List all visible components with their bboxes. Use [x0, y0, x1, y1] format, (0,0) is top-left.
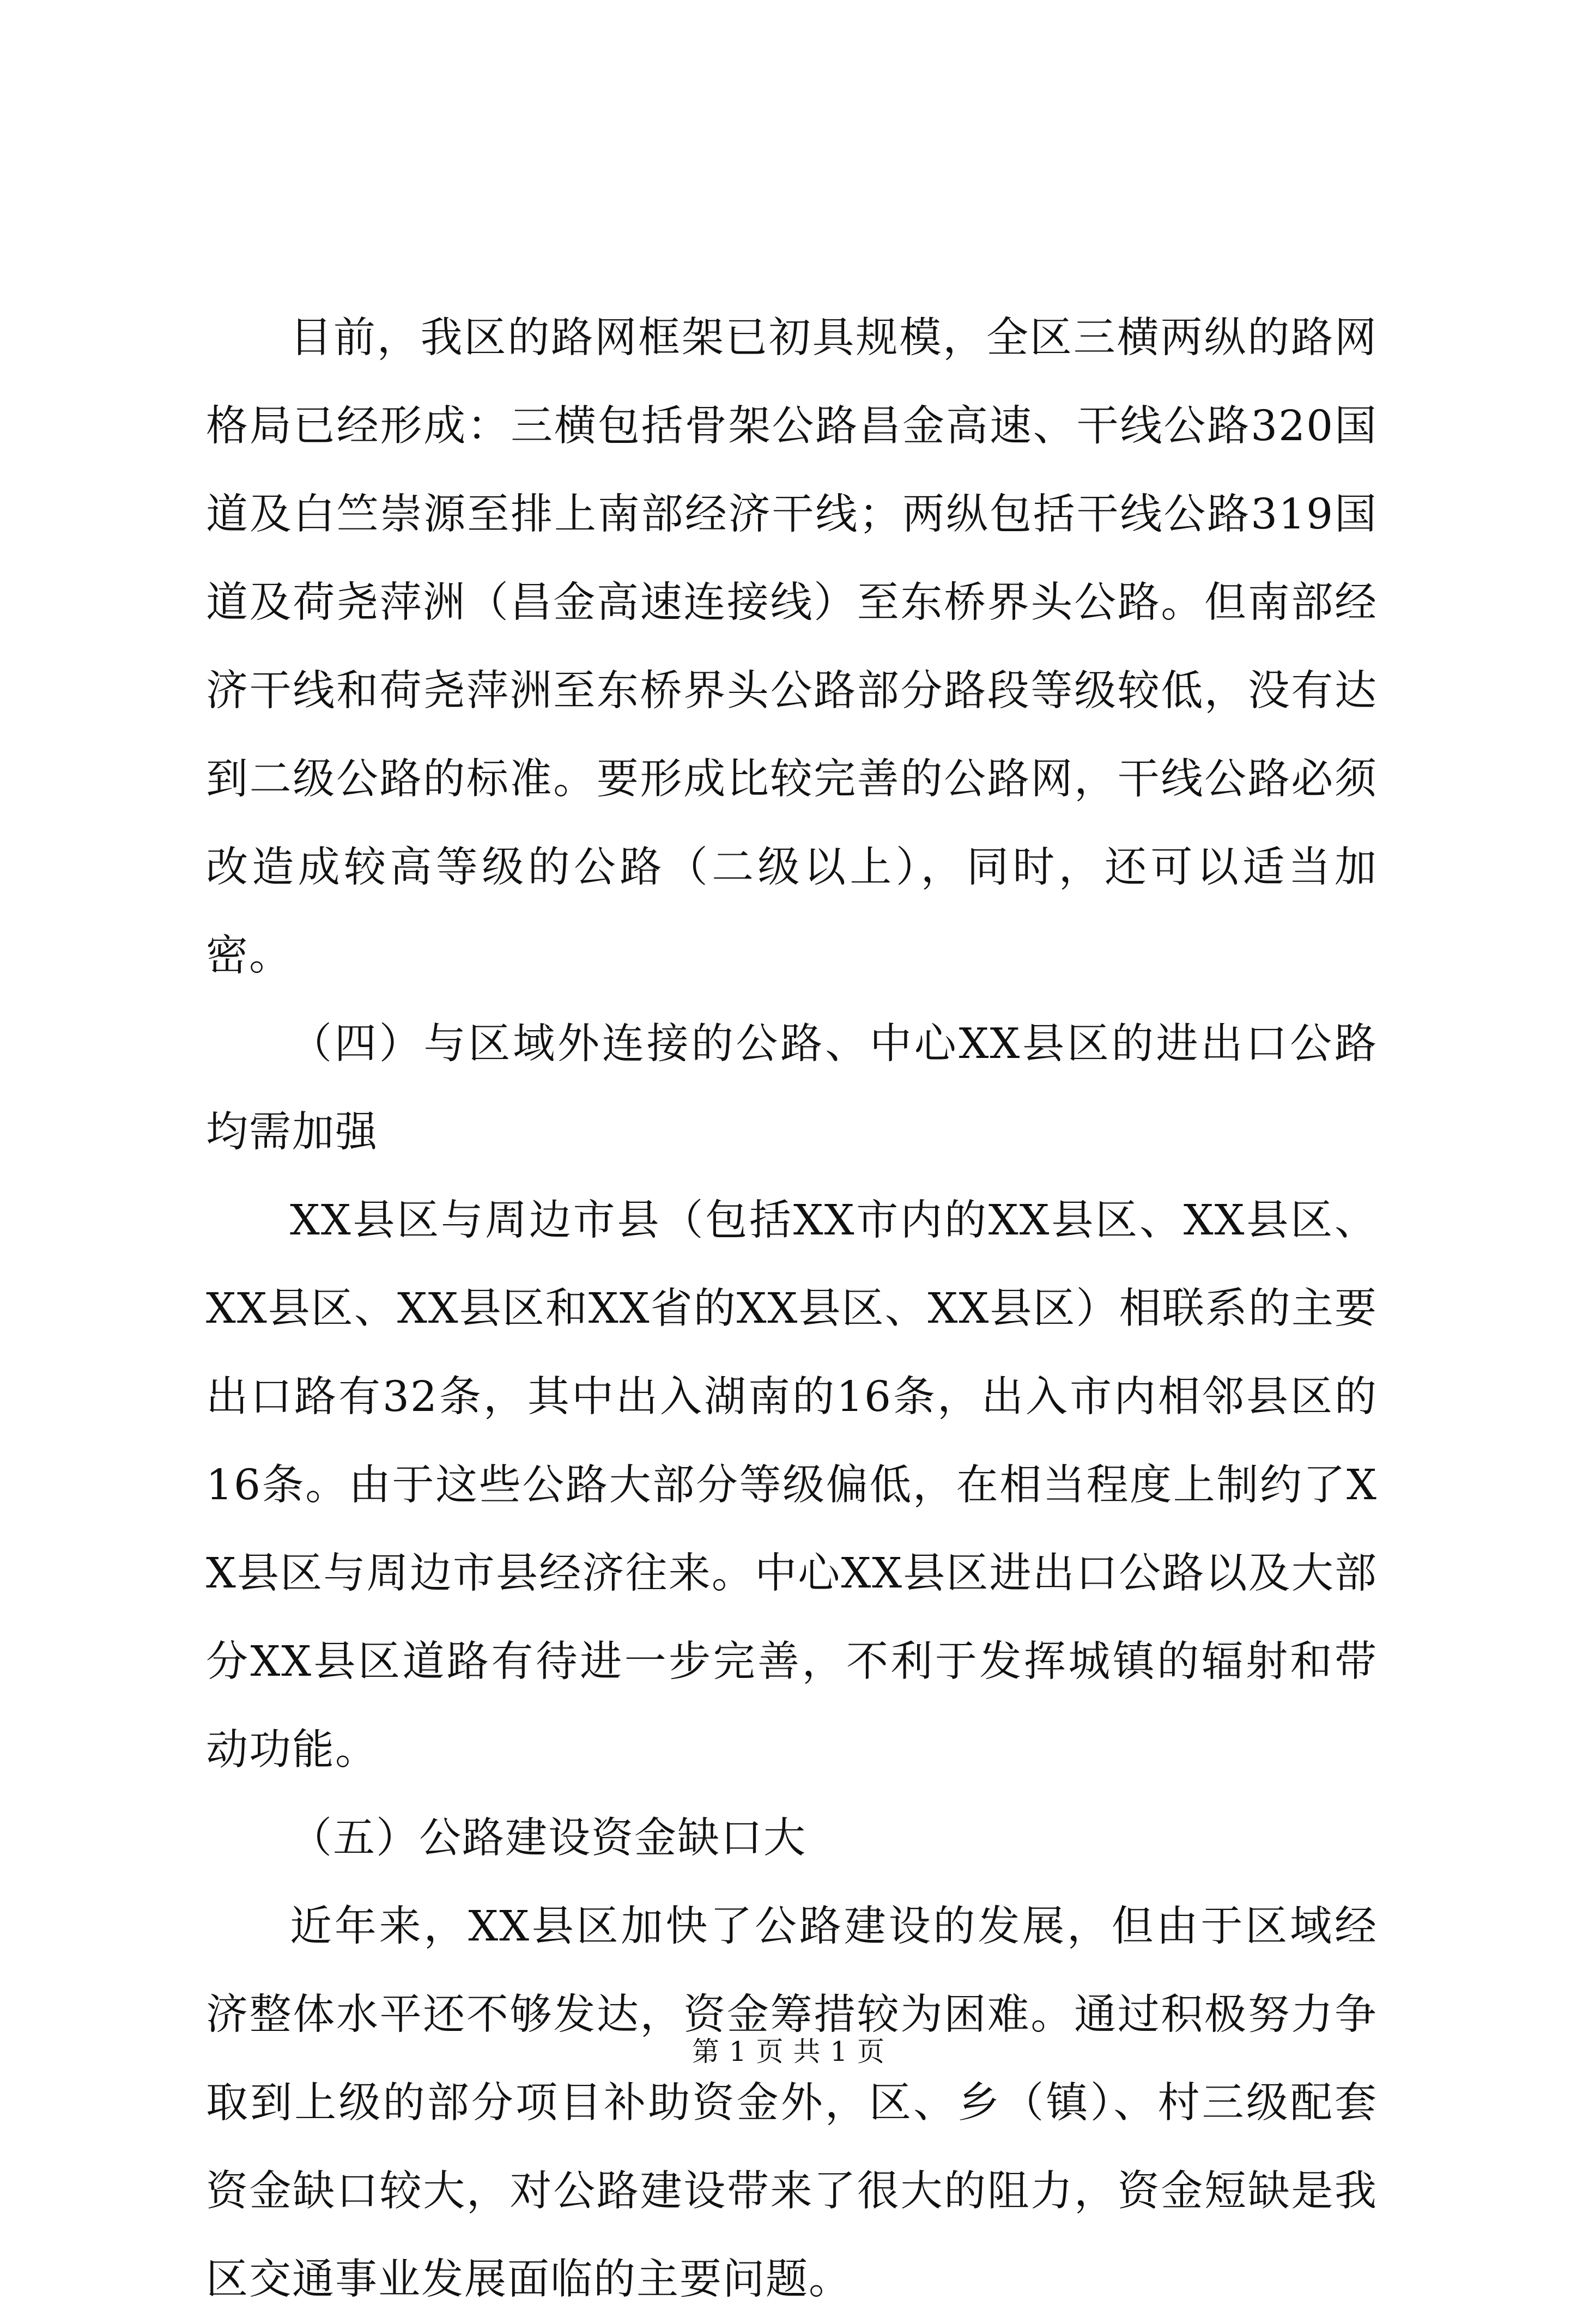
paragraph-road-network: 目前，我区的路网框架已初具规模，全区三横两纵的路网格局已经形成：三横包括骨架公路昌金高速、干线公路320国道及白竺崇源至排上南部经济干线；两纵包括干线公路319国道及荷尧萍洲（昌金高速连接线）至东桥界头公路。但南部经济干线和荷尧萍洲至东桥界头公路部分路段等级较低，没有达到二级公路的标准。要形成比较完善的公路网，干线公路必须改造成较高等级的公路（二级以上），同时，还可以适当加密。 [206, 314, 1378, 980]
paragraph-exit-roads: XX县区与周边市县（包括XX市内的XX县区、XX县区、XX县区、XX县区和XX省的XX县区、XX县区）相联系的主要出口路有32条，其中出入湖南的16条，出入市内相邻县区的16条。由于这些公路大部分等级偏低，在相当程度上制约了XX县区与周边市县经济往来。中心XX县区进出口公路以及大部分XX县区道路有待进一步完善，不利于发挥城镇的辐射和带动功能。 [206, 1196, 1378, 1774]
page-footer: 第 1 页 共 1 页 [692, 2036, 885, 2067]
section-heading-4: （四）与区域外连接的公路、中心XX县区的进出口公路均需加强 [206, 1020, 1378, 1157]
paragraph-funding: 近年来，XX县区加快了公路建设的发展，但由于区域经济整体水平还不够发达，资金筹措较为困难。通过积极努力争取到上级的部分项目补助资金外，区、乡（镇）、村三级配套资金缺口较大，对公路建设带来了很大的阻力，资金短缺是我区交通事业发展面临的主要问题。 [206, 1902, 1378, 2304]
section-heading-5: （五）公路建设资金缺口大 [290, 1814, 806, 1863]
document-body [206, 294, 1378, 2324]
